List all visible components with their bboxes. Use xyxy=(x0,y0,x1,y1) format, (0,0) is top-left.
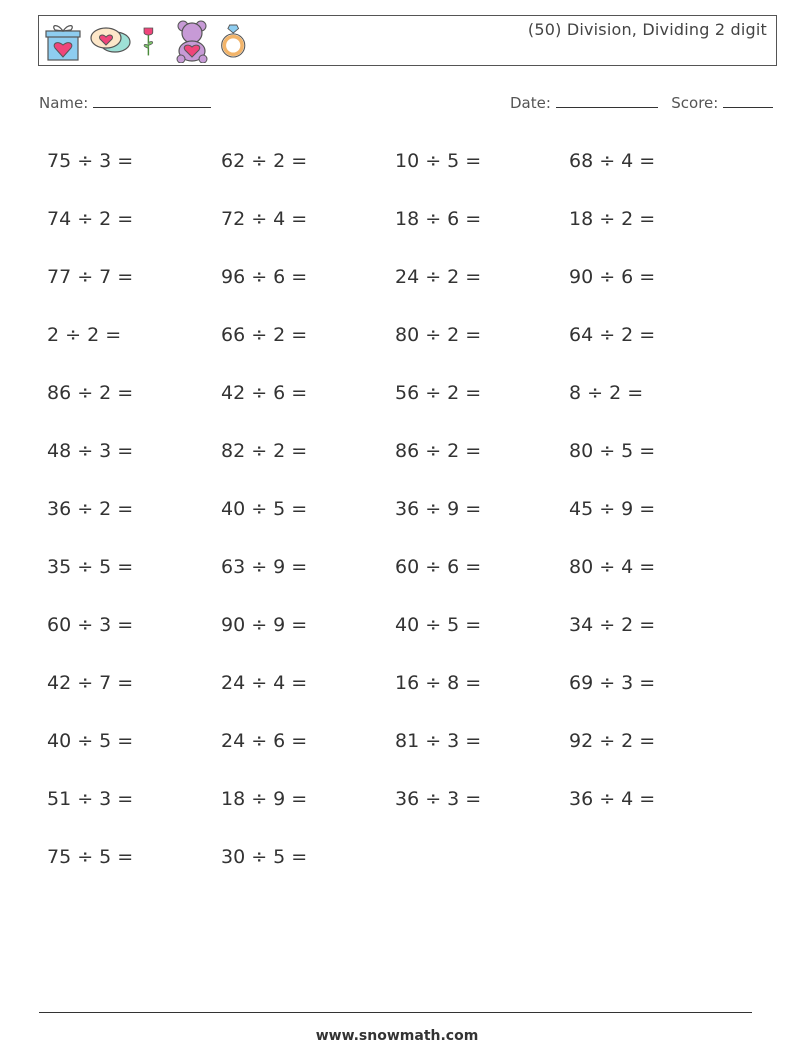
division-problem: 16 ÷ 8 = xyxy=(395,672,482,694)
speech-bubbles-heart-icon xyxy=(88,19,132,63)
rose-icon xyxy=(139,19,165,63)
division-problem: 36 ÷ 9 = xyxy=(395,498,482,520)
division-problem: 48 ÷ 3 = xyxy=(47,440,134,462)
division-problem: 2 ÷ 2 = xyxy=(47,324,122,346)
division-problem: 68 ÷ 4 = xyxy=(569,150,656,172)
problem-row xyxy=(47,364,747,422)
division-problem: 69 ÷ 3 = xyxy=(569,672,656,694)
division-problem: 51 ÷ 3 = xyxy=(47,788,134,810)
footer-divider xyxy=(39,1012,752,1013)
division-problem: 74 ÷ 2 = xyxy=(47,208,134,230)
division-problem: 40 ÷ 5 = xyxy=(221,498,308,520)
problem-row xyxy=(47,596,747,654)
division-problem: 18 ÷ 9 = xyxy=(221,788,308,810)
date-score-fields xyxy=(510,92,773,112)
division-problem: 82 ÷ 2 = xyxy=(221,440,308,462)
division-problem: 66 ÷ 2 = xyxy=(221,324,308,346)
problem-row xyxy=(47,306,747,364)
name-blank[interactable] xyxy=(93,92,211,108)
division-problem: 30 ÷ 5 = xyxy=(221,846,308,868)
division-problem: 80 ÷ 2 = xyxy=(395,324,482,346)
gift-heart-icon xyxy=(45,19,81,63)
division-problem: 80 ÷ 4 = xyxy=(569,556,656,578)
division-problem: 86 ÷ 2 = xyxy=(47,382,134,404)
division-problem: 63 ÷ 9 = xyxy=(221,556,308,578)
division-problem: 45 ÷ 9 = xyxy=(569,498,656,520)
division-problem: 36 ÷ 2 = xyxy=(47,498,134,520)
problem-row xyxy=(47,132,747,190)
score-label: Score: xyxy=(671,94,719,112)
problem-row xyxy=(47,480,747,538)
division-problem: 62 ÷ 2 = xyxy=(221,150,308,172)
ring-icon xyxy=(219,19,251,63)
problem-row xyxy=(47,770,747,828)
problem-row xyxy=(47,538,747,596)
division-problem: 42 ÷ 7 = xyxy=(47,672,134,694)
division-problem: 60 ÷ 3 = xyxy=(47,614,134,636)
division-problem: 34 ÷ 2 = xyxy=(569,614,656,636)
division-problem: 24 ÷ 4 = xyxy=(221,672,308,694)
header-icons xyxy=(45,19,251,63)
division-problem: 18 ÷ 2 = xyxy=(569,208,656,230)
date-blank[interactable] xyxy=(556,92,658,108)
header-box xyxy=(38,15,777,66)
problem-grid xyxy=(47,132,747,886)
division-problem: 40 ÷ 5 = xyxy=(395,614,482,636)
division-problem: 40 ÷ 5 = xyxy=(47,730,134,752)
division-problem: 92 ÷ 2 = xyxy=(569,730,656,752)
division-problem: 86 ÷ 2 = xyxy=(395,440,482,462)
score-blank[interactable] xyxy=(723,92,773,108)
division-problem: 81 ÷ 3 = xyxy=(395,730,482,752)
division-problem: 35 ÷ 5 = xyxy=(47,556,134,578)
division-problem: 75 ÷ 3 = xyxy=(47,150,134,172)
division-problem: 90 ÷ 6 = xyxy=(569,266,656,288)
division-problem: 96 ÷ 6 = xyxy=(221,266,308,288)
footer-site: www.snowmath.com xyxy=(315,1028,479,1044)
problem-row xyxy=(47,422,747,480)
division-problem: 42 ÷ 6 = xyxy=(221,382,308,404)
worksheet-title: (50) Division, Dividing 2 digit xyxy=(527,20,767,39)
problem-row xyxy=(47,828,747,886)
name-field xyxy=(39,92,211,112)
division-problem: 24 ÷ 2 = xyxy=(395,266,482,288)
division-problem: 60 ÷ 6 = xyxy=(395,556,482,578)
problem-row xyxy=(47,654,747,712)
division-problem: 18 ÷ 6 = xyxy=(395,208,482,230)
division-problem: 24 ÷ 6 = xyxy=(221,730,308,752)
name-label: Name: xyxy=(39,94,89,112)
division-problem: 64 ÷ 2 = xyxy=(569,324,656,346)
division-problem: 75 ÷ 5 = xyxy=(47,846,134,868)
division-problem: 77 ÷ 7 = xyxy=(47,266,134,288)
problem-row xyxy=(47,248,747,306)
division-problem: 8 ÷ 2 = xyxy=(569,382,644,404)
division-problem: 36 ÷ 3 = xyxy=(395,788,482,810)
problem-row xyxy=(47,712,747,770)
date-label: Date: xyxy=(510,94,551,112)
problem-row xyxy=(47,190,747,248)
division-problem: 90 ÷ 9 = xyxy=(221,614,308,636)
division-problem: 72 ÷ 4 = xyxy=(221,208,308,230)
teddy-bear-heart-icon xyxy=(172,19,212,63)
division-problem: 80 ÷ 5 = xyxy=(569,440,656,462)
division-problem: 56 ÷ 2 = xyxy=(395,382,482,404)
division-problem: 36 ÷ 4 = xyxy=(569,788,656,810)
division-problem: 10 ÷ 5 = xyxy=(395,150,482,172)
